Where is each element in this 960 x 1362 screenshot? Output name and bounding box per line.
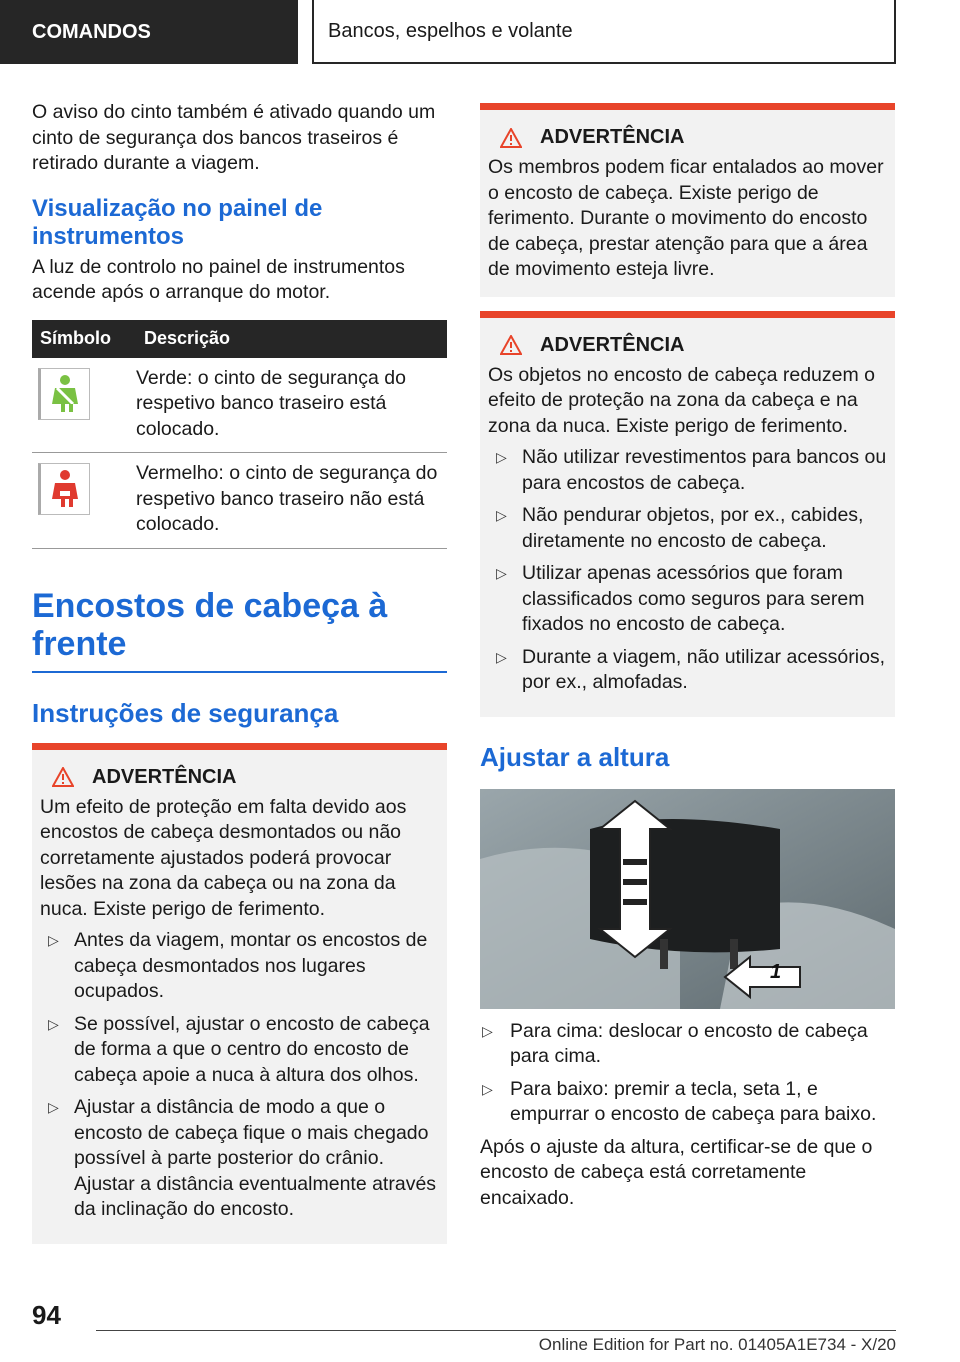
warning-text: Um efeito de proteção em falta devido aos encostos de cabeça desmontados ou não corretamente ajustados poderá provocar lesões na zona da cabeça ou na zona da nuca. Existe perigo de ferimento.	[40, 795, 407, 920]
bullet-triangle-icon: ▷	[496, 648, 507, 665]
list-item: ▷ Durante a viagem, não utilizar acessórios, por ex., almofadas.	[496, 645, 886, 693]
bullet-triangle-icon: ▷	[48, 1015, 59, 1032]
display-paragraph: A luz de controlo no painel de instrumentos acende após o arranque do motor.	[32, 255, 405, 303]
safety-heading: Instruções de segurança	[32, 697, 339, 728]
bullet-triangle-icon: ▷	[496, 565, 507, 581]
steps-list	[480, 1019, 895, 1128]
bullet-triangle-icon: ▷	[496, 507, 507, 523]
list-item: ▷ Não pendurar objetos, por ex., cabides, diretamente no encosto de cabeça.	[496, 504, 864, 552]
intro-paragraph: O aviso do cinto também é ativado quando um cinto de segurança dos bancos traseiros é retirado durante a viagem.	[32, 101, 436, 174]
warning-triangle-icon	[500, 335, 522, 355]
list-item: ▷ Utilizar apenas acessórios que foram classificados como seguros para serem fixados no encosto de cabeça.	[496, 562, 865, 635]
list-item: ▷ Para baixo: premir a tecla, seta 1, e empurrar o encosto de cabeça para baixo.	[482, 1077, 877, 1125]
heading-rule	[32, 671, 447, 673]
left-column	[32, 100, 447, 1244]
warning-triangle-icon	[52, 767, 74, 787]
table-row	[32, 358, 447, 453]
symbol-table	[32, 320, 447, 549]
chapter-tab: COMANDOS	[0, 0, 298, 64]
list-item: ▷ Para cima: deslocar o encosto de cabeça para cima.	[482, 1019, 868, 1067]
list-item: ▷ Ajustar a distância de modo a que o encosto de cabeça fique o mais chegado possível à parte posterior do crânio. Ajustar a distância eventualmente através da inclinação do encosto.	[48, 1096, 437, 1220]
callout-number: 1	[770, 960, 782, 983]
page-number: 94	[32, 1300, 61, 1330]
edition-footer: Online Edition for Part no. 01405A1E734 - X/20	[538, 1335, 896, 1354]
warning-list	[40, 928, 439, 1223]
main-heading: Encostos de cabeça à frente	[32, 586, 388, 663]
table-header-description: Descrição	[136, 320, 447, 358]
table-header-symbol: Símbolo	[32, 320, 136, 358]
footer-divider	[96, 1330, 896, 1331]
seatbelt-green-icon	[38, 368, 90, 420]
warning-list	[488, 445, 887, 696]
list-item: ▷ Antes da viagem, montar os encostos de cabeça desmontados nos lugares ocupados.	[48, 929, 428, 1002]
warning-triangle-icon	[500, 128, 522, 148]
row-description: Verde: o cinto de segurança do respetivo banco traseiro está colocado.	[136, 358, 447, 453]
warning-text: Os objetos no encosto de cabeça reduzem o efeito de proteção na zona da cabeça e na zona da nuca. Existe perigo de ferimento.	[488, 363, 875, 437]
headrest-photo	[480, 789, 895, 1009]
warning-title: ADVERTÊNCIA	[540, 333, 685, 356]
section-title: Bancos, espelhos e volante	[312, 0, 896, 64]
bullet-triangle-icon: ▷	[482, 1080, 493, 1097]
warning-title: ADVERTÊNCIA	[540, 126, 685, 148]
bullet-triangle-icon: ▷	[48, 1099, 59, 1115]
row-description: Vermelho: o cinto de segurança do respetivo banco traseiro não está colocado.	[136, 453, 447, 549]
warning-box	[32, 743, 447, 1244]
list-item: ▷ Se possível, ajustar o encosto de cabeça de forma a que o centro do encosto de cabeça apoie a nuca à altura dos olhos.	[48, 1012, 430, 1086]
height-heading: Ajustar a altura	[480, 741, 670, 772]
bullet-triangle-icon: ▷	[48, 932, 59, 948]
list-item: ▷ Não utilizar revestimentos para bancos ou para encostos de cabeça.	[496, 446, 887, 494]
bullet-triangle-icon: ▷	[482, 1022, 493, 1039]
warning-box	[480, 311, 895, 717]
warning-title: ADVERTÊNCIA	[92, 765, 237, 788]
table-row	[32, 453, 447, 549]
bullet-triangle-icon: ▷	[496, 449, 507, 465]
warning-text: Os membros podem ficar entalados ao mover o encosto de cabeça. Existe perigo de ferimento. Durante o movimento do encosto de cabeça, prestar atenção para que a área de movimento esteja livre.	[488, 156, 884, 280]
seatbelt-red-icon	[38, 463, 90, 515]
warning-box	[480, 103, 895, 297]
display-heading: Visualização no painel de instrumentos	[32, 194, 323, 250]
right-column	[480, 103, 895, 1211]
closing-paragraph: Após o ajuste da altura, certificar-se de que o encosto de cabeça está corretamente encaixado.	[480, 1135, 873, 1209]
headrest-illustration	[480, 789, 895, 1009]
